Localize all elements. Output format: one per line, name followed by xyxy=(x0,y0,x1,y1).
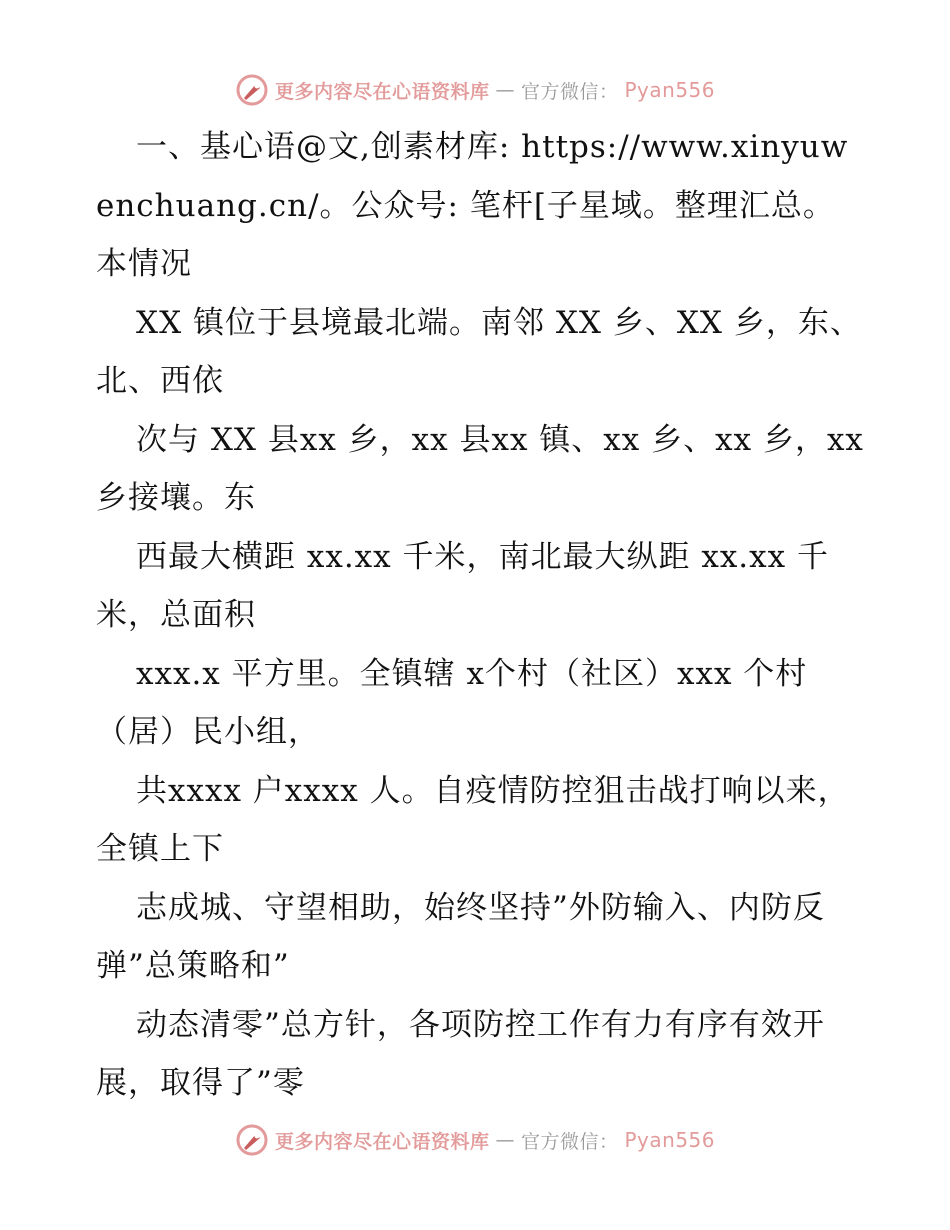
footer-watermark xyxy=(0,1120,950,1160)
watermark-official-label: 官方微信： xyxy=(520,1130,619,1153)
paragraph-4: 西最大横距 xx.xx 千米，南北最大纵距 xx.xx 千米，总面积 xyxy=(96,538,829,633)
watermark-wechat-id: Pyan556 xyxy=(624,78,716,102)
paragraph-1: 一、基心语@文,创素材库: https://www.xinyuwenchuang.cn/。公众号: 笔杆[子星域。整理汇总。本情况 xyxy=(96,129,849,282)
watermark-wechat-id: Pyan556 xyxy=(624,1128,716,1152)
pen-nib-logo-icon xyxy=(235,1123,269,1157)
paragraph-8: 动态清零”总方针，各项防控工作有力有序有效开展，取得了”零 xyxy=(96,1006,825,1101)
watermark-main-text: 更多内容尽在心语资料库 xyxy=(274,80,490,103)
watermark-dash: — xyxy=(495,1129,515,1151)
watermark-official-label: 官方微信： xyxy=(520,80,619,103)
paragraph-6: 共xxxx 户xxxx 人。自疫情防控狙击战打响以来，全镇上下 xyxy=(96,772,850,867)
paragraph-7: 志成城、守望相助，始终坚持”外防输入、内防反弹”总策略和” xyxy=(96,889,825,984)
document-body xyxy=(96,118,866,1113)
paragraph-3: 次与 XX 县xx 乡，xx 县xx 镇、xx 乡、xx 乡，xx 乡接壤。东 xyxy=(96,421,864,516)
header-watermark xyxy=(0,70,950,110)
watermark-dash: — xyxy=(495,79,515,101)
pen-nib-logo-icon xyxy=(235,73,269,107)
paragraph-2: XX 镇位于县境最北端。南邻 XX 乡、XX 乡，东、北、西依 xyxy=(96,304,862,399)
watermark-main-text: 更多内容尽在心语资料库 xyxy=(274,1130,490,1153)
paragraph-5: xxx.x 平方里。全镇辖 x个村（社区）xxx 个村（居）民小组， xyxy=(96,655,808,750)
